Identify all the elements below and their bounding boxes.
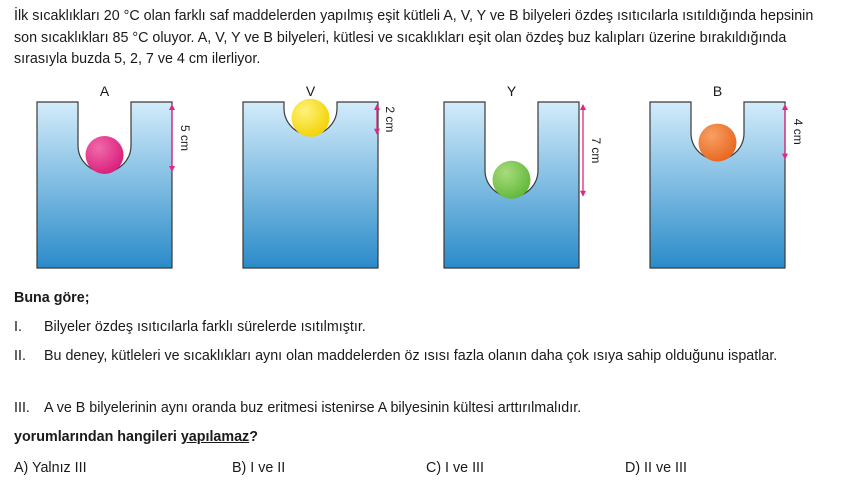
block-label: B (712, 84, 723, 99)
block-label: Y (506, 84, 517, 99)
ice-block-a (37, 84, 192, 268)
question-lead: Buna göre; (14, 290, 90, 306)
ice-block-y (444, 84, 603, 268)
depth-label: 5 cm (177, 124, 192, 152)
arrow-head-top (580, 104, 586, 110)
statement-number: II. (14, 348, 26, 364)
statement-3 (14, 398, 834, 419)
ice-block-figure (0, 84, 847, 284)
ball (86, 136, 124, 174)
statement-2 (14, 346, 834, 367)
block-label: A (99, 84, 110, 99)
arrow-head-bottom (580, 191, 586, 197)
depth-label: 4 cm (790, 118, 805, 145)
ball (699, 124, 737, 162)
depth-label: 7 cm (588, 137, 603, 164)
depth-label: 2 cm (382, 106, 397, 133)
option-c[interactable]: C) I ve III (426, 460, 484, 476)
ball (493, 161, 531, 199)
option-b[interactable]: B) I ve II (232, 460, 286, 476)
question-suffix: ? (249, 429, 258, 445)
option-a[interactable]: A) Yalnız III (14, 460, 87, 476)
statement-1 (14, 317, 834, 338)
statement-text: Bilyeler özdeş ısıtıcılarla farklı sürelerde ısıtılmıştır. (44, 319, 366, 335)
question-emphasis: yapılamaz (180, 429, 250, 445)
statement-number: III. (14, 400, 30, 416)
ice-block-b (650, 84, 805, 268)
intro-paragraph: İlk sıcaklıkları 20 °C olan farklı saf maddelerden yapılmış eşit kütleli A, V, Y ve B bilyeleri özdeş ısıtıcılarla ısıtıldığında hepsinin son sıcaklıkları 85 °C oluyor. A, V, Y ve B bilyeleri, kütlesi ve sıcaklıkları eşit olan özdeş buz kalıpları üzerine bırakıldığında sırasıyla buzda 5, 2, 7 ve 4 cm ilerliyor. (14, 8, 814, 67)
block-label: V (305, 84, 316, 99)
option-d[interactable]: D) II ve III (625, 460, 687, 476)
ice-block-shape (37, 102, 172, 268)
ball (292, 99, 330, 137)
ice-block-v (243, 84, 397, 268)
question-prefix: yorumlarından hangileri (14, 429, 181, 445)
statement-text: Bu deney, kütleleri ve sıcaklıkları aynı olan maddelerden öz ısısı fazla olanın daha çok ısıya sahip olduğunu ispatlar. (44, 348, 778, 364)
statement-text: A ve B bilyelerinin aynı oranda buz eritmesi istenirse A bilyesinin kültesi arttırılmalıdır. (44, 400, 582, 416)
statement-number: I. (14, 319, 22, 335)
question-text (14, 427, 258, 448)
